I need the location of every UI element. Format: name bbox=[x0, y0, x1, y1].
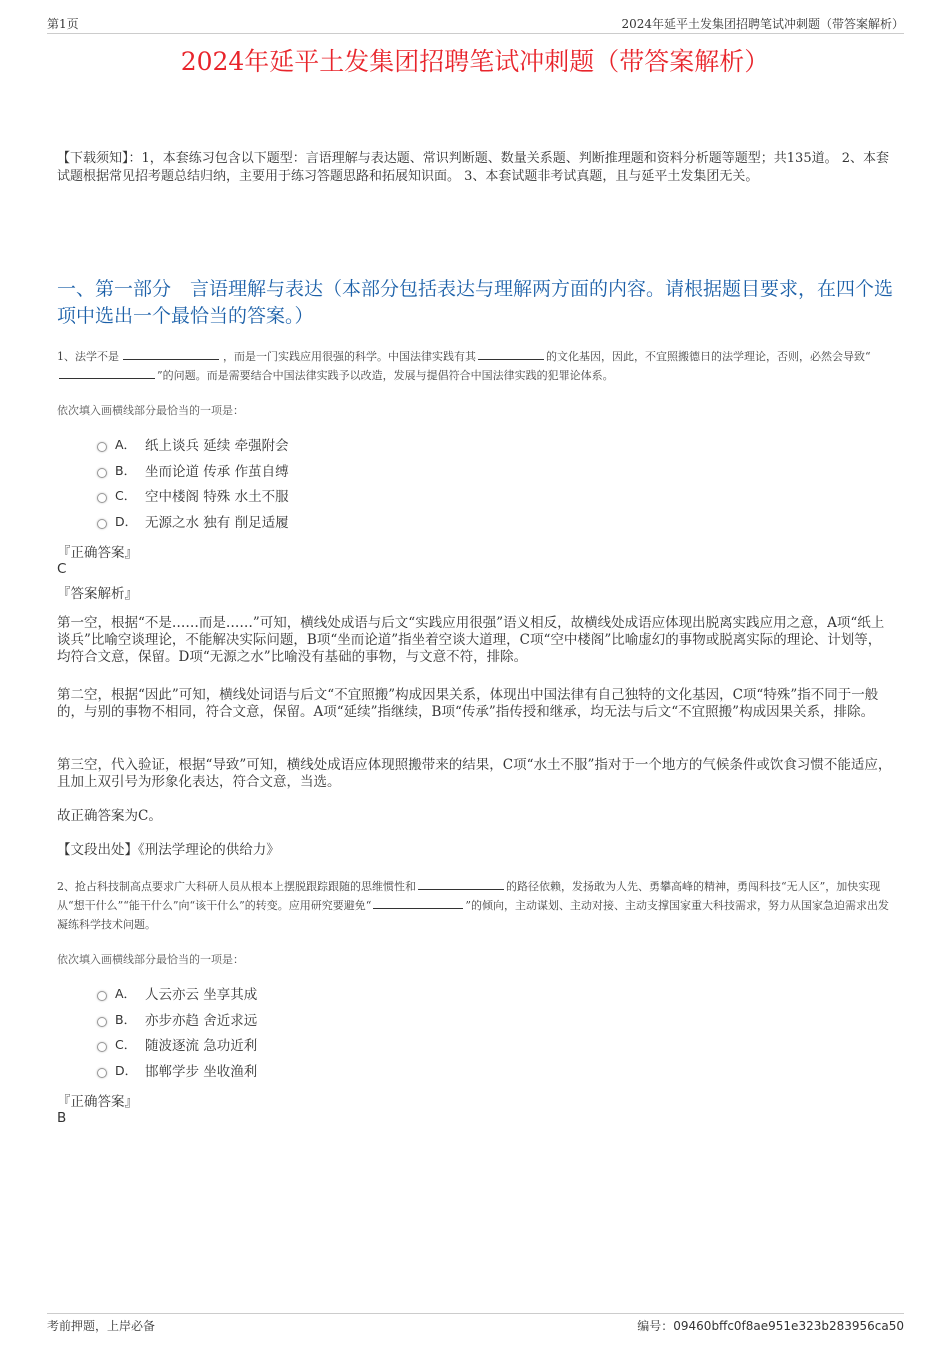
blank-line bbox=[373, 896, 463, 909]
q2-answer-label: 『正确答案』 bbox=[57, 1094, 138, 1110]
blank-line bbox=[59, 366, 155, 379]
radio-button[interactable] bbox=[97, 493, 107, 503]
question-1-text bbox=[57, 347, 897, 385]
q1-prompt: 依次填入画横线部分最恰当的一项是： bbox=[57, 404, 244, 417]
option-text: 坐而论道 传承 作茧自缚 bbox=[145, 463, 289, 480]
footer-code-label: 编号： bbox=[637, 1319, 674, 1333]
q2-part-3: ”的倾向，主动谋划、主动对接、主动支撑国家重大科技需求，努力从国家急迫需求出发凝练科学技术问题。 bbox=[57, 899, 889, 931]
q1-analysis-paragraph-2: 第二空，根据“因此”可知，横线处词语与后文“不宜照搬”构成因果关系，体现出中国法律有自己独特的文化基因，C项“特殊”指不同于一般的，与别的事物不相同，符合文意，保留。A项“延续”指继续，B项“传承”指传授和继承，均无法与后文“不宜照搬”构成因果关系，排除。 bbox=[57, 687, 879, 720]
option-letter: A． bbox=[115, 437, 137, 452]
page-header bbox=[47, 15, 904, 34]
option-letter: B． bbox=[115, 462, 137, 478]
radio-button[interactable] bbox=[97, 1068, 107, 1078]
q1-option-a[interactable] bbox=[95, 434, 495, 460]
blank-line bbox=[123, 347, 219, 360]
radio-button[interactable] bbox=[97, 991, 107, 1001]
footer-code bbox=[637, 1317, 904, 1334]
q2-option-a[interactable] bbox=[95, 983, 495, 1009]
q1-analysis-label: 『答案解析』 bbox=[57, 586, 138, 602]
q2-option-c[interactable] bbox=[95, 1034, 495, 1060]
page-footer bbox=[47, 1313, 904, 1332]
option-text: 人云亦云 坐享其成 bbox=[145, 987, 258, 1003]
q1-part-2: ，而是一门实践应用很强的科学。中国法律实践有其 bbox=[223, 350, 476, 363]
q1-answer: C bbox=[57, 561, 67, 577]
option-text: 随波逐流 急功近利 bbox=[145, 1038, 258, 1054]
radio-button[interactable] bbox=[97, 442, 107, 452]
option-text: 邯郸学步 坐收渔利 bbox=[145, 1063, 258, 1080]
download-notice: 【下载须知】：1，本套练习包含以下题型：言语理解与表达题、常识判断题、数量关系题、判断推理题和资料分析题等题型；共135道。 2、本套试题根据常见招考题总结归纳，主要用于练习答题思路和拓展知识面。 3、本套试题非考试真题，且与延平土发集团无关。 bbox=[57, 151, 889, 184]
q1-option-b[interactable] bbox=[95, 460, 495, 486]
option-letter: C． bbox=[115, 488, 137, 503]
blank-line bbox=[478, 347, 544, 360]
q2-option-d[interactable] bbox=[95, 1060, 495, 1086]
page-number: 第1页 bbox=[47, 17, 79, 31]
header-doc-title: 2024年延平土发集团招聘笔试冲刺题（带答案解析） bbox=[621, 17, 904, 31]
q2-answer: B bbox=[57, 1110, 67, 1126]
q1-analysis-paragraph-1: 第一空，根据“不是……而是……”可知，横线处成语与后文“实践应用很强”语义相反，故横线处成语应体现出脱离实践应用之意，A项“纸上谈兵”比喻空谈理论，不能解决实际问题，B项“坐而论道”指坐着空谈大道理，C项“空中楼阁”比喻虚幻的事物或脱离实际的理论、计划等，均符合文意，保留。D项“无源之水”比喻没有基础的事物，与文意不符，排除。 bbox=[57, 615, 885, 665]
q2-prompt: 依次填入画横线部分最恰当的一项是： bbox=[57, 953, 244, 966]
q1-option-c[interactable] bbox=[95, 485, 495, 511]
blank-line bbox=[418, 877, 504, 890]
option-text: 纸上谈兵 延续 牵强附会 bbox=[145, 438, 289, 454]
section-title: 一、第一部分 言语理解与表达（本部分包括表达与理解两方面的内容。请根据题目要求，在四个选项中选出一个最恰当的答案。） bbox=[57, 278, 894, 327]
option-text: 亦步亦趋 舍近求远 bbox=[145, 1012, 258, 1029]
q1-part-3: 的文化基因，因此，不宜照搬德日的法学理论，否则，必然会导致“ bbox=[546, 350, 871, 363]
q2-options bbox=[95, 983, 495, 1085]
q2-part-2: 的路径依赖，发扬敢为人先、勇攀高峰的精神，勇闯科技“无人区”，加快实现从“想干什么”“能干什么”向“该干什么”的转变。应用研究要避免“ bbox=[57, 880, 881, 912]
question-2-text bbox=[57, 877, 897, 934]
q1-part-4: ”的问题。而是需要结合中国法律实践予以改造，发展与提倡符合中国法律实践的犯罪论体系。 bbox=[157, 369, 614, 382]
q1-source: 【文段出处】《刑法学理论的供给力》 bbox=[57, 842, 280, 858]
option-letter: D． bbox=[115, 1062, 138, 1078]
q1-conclusion: 故正确答案为C。 bbox=[57, 808, 162, 824]
q1-analysis-paragraph-3: 第三空，代入验证，根据“导致”可知，横线处成语应体现照搬带来的结果，C项“水土不服”指对于一个地方的气候条件或饮食习惯不能适应，且加上双引号为形象化表达，符合文意，当选。 bbox=[57, 757, 892, 790]
footer-code-value: 09460bffc0f8ae951e323b283956ca50 bbox=[673, 1319, 904, 1333]
option-letter: B． bbox=[115, 1011, 137, 1027]
footer-slogan: 考前押题，上岸必备 bbox=[47, 1319, 156, 1333]
option-text: 无源之水 独有 削足适履 bbox=[145, 514, 289, 531]
q2-option-b[interactable] bbox=[95, 1009, 495, 1035]
q2-part-1: 2、抢占科技制高点要求广大科研人员从根本上摆脱跟踪跟随的思维惯性和 bbox=[57, 880, 416, 893]
q1-part-1: 1、法学不是 bbox=[57, 350, 119, 363]
radio-button[interactable] bbox=[97, 468, 107, 478]
radio-button[interactable] bbox=[97, 1017, 107, 1027]
option-letter: A． bbox=[115, 986, 137, 1001]
document-title: 2024年延平土发集团招聘笔试冲刺题（带答案解析） bbox=[180, 47, 770, 76]
q1-options bbox=[95, 434, 495, 536]
q1-option-d[interactable] bbox=[95, 511, 495, 537]
q1-answer-label: 『正确答案』 bbox=[57, 545, 138, 561]
option-letter: D． bbox=[115, 513, 138, 529]
option-letter: C． bbox=[115, 1037, 137, 1052]
radio-button[interactable] bbox=[97, 519, 107, 529]
radio-button[interactable] bbox=[97, 1042, 107, 1052]
option-text: 空中楼阁 特殊 水土不服 bbox=[145, 489, 289, 505]
